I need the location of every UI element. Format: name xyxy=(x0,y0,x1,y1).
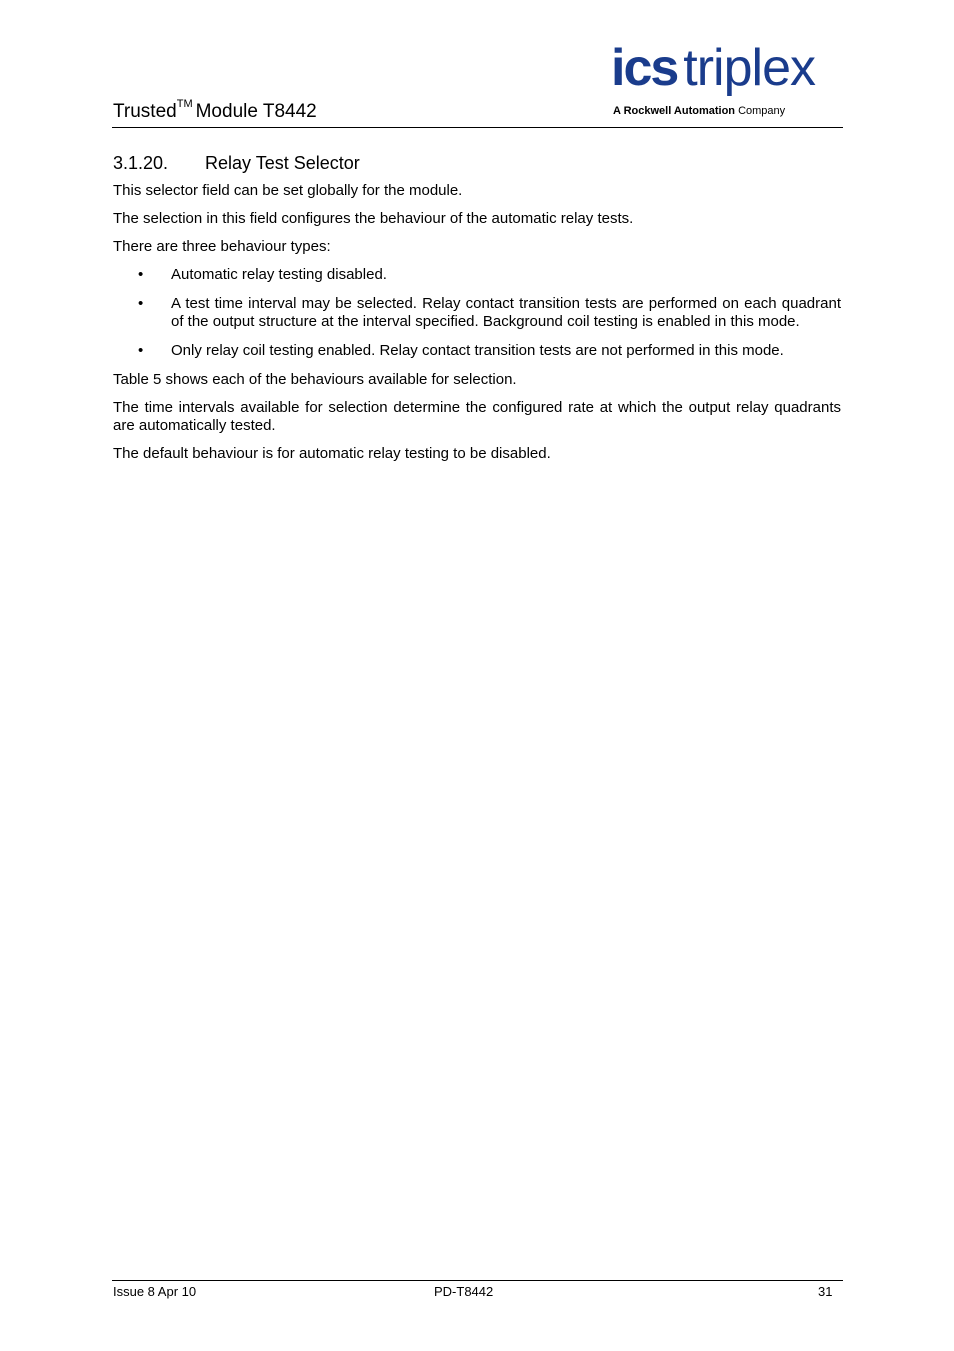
footer-issue: Issue 8 Apr 10 xyxy=(113,1284,197,1299)
list-item-text: Only relay coil testing enabled. Relay contact transition tests are not performed in this mode. xyxy=(171,342,784,359)
ics-triplex-logo xyxy=(611,39,843,120)
paragraph: The time intervals available for selection determine the configured rate at which the output relay quadrants are automatically tested. xyxy=(113,399,841,434)
bullet-icon: • xyxy=(138,266,144,283)
paragraph: There are three behaviour types: xyxy=(113,238,331,255)
logo-tagline xyxy=(613,104,785,118)
logo-wordmark xyxy=(611,38,815,98)
module-name: Module T8442 xyxy=(195,101,317,122)
list-item-text: Automatic relay testing disabled. xyxy=(171,266,387,283)
paragraph: The selection in this field configures the behaviour of the automatic relay tests. xyxy=(113,210,634,227)
section-number: 3.1.20. xyxy=(113,153,169,173)
paragraph: Table 5 shows each of the behaviours available for selection. xyxy=(113,371,517,388)
paragraph: This selector field can be set globally for the module. xyxy=(113,182,463,199)
brand-name: Trusted xyxy=(113,101,177,122)
footer-divider xyxy=(112,1280,843,1281)
footer-document-id: PD-T8442 xyxy=(434,1284,494,1299)
bullet-icon: • xyxy=(138,342,144,359)
header-divider xyxy=(112,127,843,128)
logo-triplex-text: triplex xyxy=(683,39,816,97)
list-item xyxy=(113,266,841,284)
section-heading xyxy=(113,152,841,174)
behaviour-types-list xyxy=(113,266,841,360)
logo-tagline-prefix: A xyxy=(613,105,624,117)
trademark-symbol: TM xyxy=(176,97,193,110)
logo-tagline-company: Rockwell Automation xyxy=(623,105,736,117)
list-item xyxy=(113,295,841,331)
page-content xyxy=(113,152,841,473)
list-item xyxy=(113,342,841,360)
logo-tagline-suffix: Company xyxy=(735,105,786,117)
document-header-title xyxy=(113,97,317,124)
bullet-icon: • xyxy=(138,295,144,312)
paragraph: The default behaviour is for automatic relay testing to be disabled. xyxy=(113,445,551,462)
list-item-text: A test time interval may be selected. Relay contact transition tests are performed on each quadrant of the output structure at the interval specified. Background coil testing is enabled in this mode. xyxy=(171,295,841,330)
footer-page-number: 31 xyxy=(818,1284,833,1299)
logo-ics-text: ics xyxy=(611,39,678,97)
section-title: Relay Test Selector xyxy=(205,153,360,173)
